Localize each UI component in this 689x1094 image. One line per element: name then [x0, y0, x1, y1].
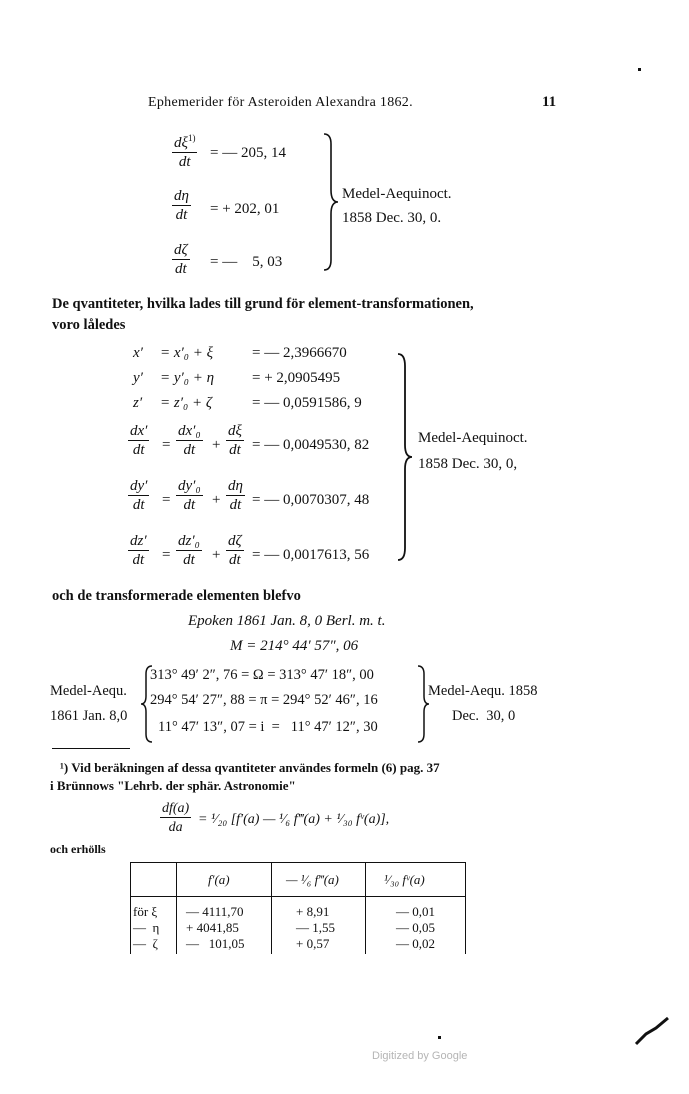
elements-left-label-1: Medel-Aequ.	[50, 683, 127, 699]
table-vline-3	[365, 862, 366, 954]
table-header-f5: ¹⁄₃₀ fᵛ(a)	[384, 872, 425, 887]
block2-frac3-value: = — 0,0017613, 56	[252, 547, 370, 563]
transform-text: och de transformerade elementen blefvo	[52, 588, 301, 604]
table-row-label: — η	[133, 920, 160, 935]
table-cell: + 0,57	[296, 936, 330, 951]
table-cell: — 1,55	[296, 920, 335, 935]
table-row-label: för ξ	[133, 904, 158, 919]
block2-row3-value: = — 0,0591586, 9	[252, 395, 362, 411]
table-cell: — 101,05	[186, 936, 245, 951]
eq-sign-1: =	[162, 437, 171, 453]
och-erholls: och erhölls	[50, 842, 106, 856]
table-cell: — 4111,70	[186, 904, 244, 919]
frac-dx0-dt: $\frac{\text{dx′₀}}{dt}$	[178, 423, 201, 458]
table-header-f1: f′(a)	[208, 872, 230, 887]
plus-sign-3: +	[212, 547, 221, 563]
element-row-node: 313° 49′ 2″, 76 = Ω = 313° 47′ 18″, 00	[150, 667, 374, 683]
table-cell: + 8,91	[296, 904, 330, 919]
block2-row2-value: = + 2,0905495	[252, 370, 341, 386]
table-cell: — 0,01	[396, 904, 435, 919]
stray-dot	[438, 1036, 441, 1039]
plus-sign-1: +	[212, 437, 221, 453]
block1-label-line2: 1858 Dec. 30, 0.	[342, 210, 442, 226]
frac-dy0-dt: $\frac{\text{dy′₀}}{dt}$	[178, 478, 201, 513]
table-header-f3: — ¹⁄₆ f‴(a)	[286, 872, 339, 887]
frac-dxi-dt-2: $\frac{d\xi}{dt}$	[228, 423, 242, 458]
frac-dxi-dt: $\frac{d\xi^{1)}}{dt}$	[172, 130, 197, 172]
right-brace	[322, 132, 340, 272]
right-brace-3	[416, 664, 430, 744]
frac-dy-dt: $\frac{dy'}{dt}$	[130, 478, 148, 513]
frac-deta-dt-2: $\frac{d\eta}{dt}$	[228, 478, 243, 513]
block2-row1-lhs: x′	[133, 345, 143, 361]
table-hline-top	[130, 862, 466, 863]
table-cell: — 0,05	[396, 920, 435, 935]
elements-right-label-1: Medel-Aequ. 1858	[428, 683, 538, 699]
footnote-line2: i Brünnows "Lehrb. der sphär. Astronomie"	[50, 778, 296, 793]
block2-label-line1: Medel-Aequinoct.	[418, 430, 528, 446]
table-vline-2	[271, 862, 272, 954]
epoch-line: Epoken 1861 Jan. 8, 0 Berl. m. t.	[188, 613, 386, 629]
footnote-formula-rhs: = ¹⁄₂₀ [f′(a) — ¹⁄₆ f‴(a) + ¹⁄₃₀ fᵛ(a)],	[198, 812, 390, 827]
block2-row2-lhs: y′	[133, 370, 143, 386]
intro-text-line2: voro låledes	[52, 317, 126, 333]
block1-row3-value: = — 5, 03	[210, 254, 283, 270]
page-edge-mark	[632, 1010, 672, 1050]
elements-left-label-2: 1861 Jan. 8,0	[50, 708, 128, 724]
elements-right-label-2: Dec. 30, 0	[452, 708, 516, 724]
google-watermark: Digitized by Google	[372, 1050, 468, 1062]
footnote-rule	[52, 748, 130, 749]
table-vline-1	[176, 862, 177, 954]
element-row-perihelion: 294° 54′ 27″, 88 = π = 294° 52′ 46″, 16	[150, 692, 378, 708]
frac-dzeta-dt: $\frac{d\zeta}{dt}$	[174, 242, 188, 277]
intro-text-line1: De qvantiteter, hvilka lades till grund för element-transformationen,	[52, 296, 474, 312]
frac-dzeta-dt-2: $\frac{d\zeta}{dt}$	[228, 533, 242, 568]
block2-label-line2: 1858 Dec. 30, 0,	[418, 456, 518, 472]
table-cell: + 4041,85	[186, 920, 239, 935]
eq-sign-2: =	[162, 492, 171, 508]
block1-row1-value: = — 205, 14	[210, 145, 286, 161]
block2-frac1-value: = — 0,0049530, 82	[252, 437, 370, 453]
frac-dx-dt: $\frac{dx'}{dt}$	[130, 423, 148, 458]
frac-dz-dt: $\frac{dz'}{dt}$	[130, 533, 147, 568]
block2-row3-lhs: z′	[133, 395, 143, 411]
table-hline-mid	[130, 896, 466, 897]
table-vline-0	[130, 862, 131, 954]
table-row-label: — ζ	[133, 936, 158, 951]
block1-row2-value: = + 202, 01	[210, 201, 280, 217]
right-brace-2	[396, 352, 414, 562]
block2-frac2-value: = — 0,0070307, 48	[252, 492, 370, 508]
block2-row1-value: = — 2,3966670	[252, 345, 347, 361]
block2-row2-mid: = y′₀ + η	[160, 370, 215, 386]
mean-anomaly: M = 214° 44′ 57″, 06	[230, 638, 359, 654]
block1-label-line1: Medel-Aequinoct.	[342, 186, 452, 202]
frac-dz0-dt: $\frac{\text{dz′₀}}{dt}$	[178, 533, 200, 568]
block2-row1-mid: = x′₀ + ξ	[160, 345, 214, 361]
footnote-line1: ¹) Vid beräkningen af dessa qvantiteter användes formeln (6) pag. 37	[60, 760, 440, 775]
running-header: Ephemerider för Asteroiden Alexandra 1862.	[148, 95, 413, 110]
frac-deta-dt: $\frac{d\eta}{dt}$	[174, 188, 189, 223]
element-row-inclination: 11° 47′ 13″, 07 = i = 11° 47′ 12″, 30	[158, 719, 378, 735]
footnote-formula-frac: $\frac{df(a)}{da}$	[162, 801, 190, 835]
page-number: 11	[542, 94, 557, 110]
block2-row3-mid: = z′₀ + ζ	[160, 395, 212, 411]
table-vline-4	[465, 862, 466, 954]
table-cell: — 0,02	[396, 936, 435, 951]
plus-sign-2: +	[212, 492, 221, 508]
margin-dot	[638, 68, 641, 71]
eq-sign-3: =	[162, 547, 171, 563]
